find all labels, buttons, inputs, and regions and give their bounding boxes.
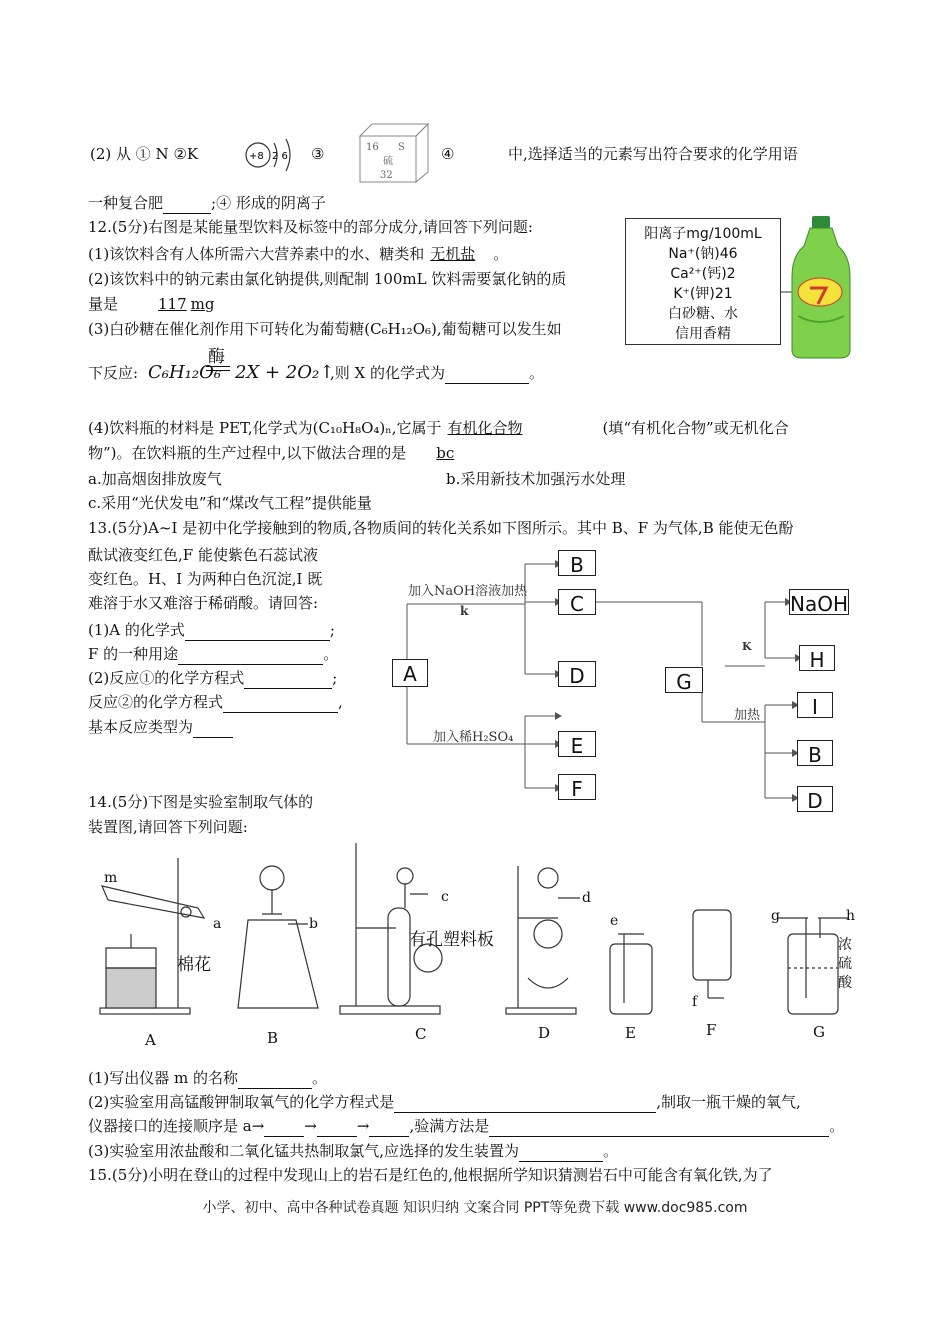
- q12-l6-end: (填“有机化合物”或无机化合: [602, 419, 789, 437]
- label-cotton: 棉花: [177, 955, 211, 975]
- caption-a: A: [145, 1031, 156, 1049]
- label-line: Na⁺(钠)46: [668, 246, 738, 262]
- node-h: H: [799, 645, 835, 671]
- q12-opt-b: b.采用新技术加强污水处理: [446, 470, 626, 488]
- acid-char: 酸: [838, 975, 852, 991]
- q12-l5a: 下反应:: [88, 364, 139, 382]
- q14-s4: (3)实验室用浓盐酸和二氧化锰共热制取氯气,应选择的发生装置为 。: [88, 1142, 619, 1160]
- q12-l6-text: (4)饮料瓶的材料是 PET,化学式为(C₁₀H₈O₄)ₙ,它属于: [88, 419, 442, 437]
- q11-line1-end: 中,选择适当的元素写出符合要求的化学用语: [508, 145, 798, 163]
- node-naoh: NaOH: [789, 589, 849, 615]
- q15-line: 15.(5分)小明在登山的过程中发现山上的岩石是红色的,他根据所学知识猜测岩石中可能含有氧化铁,为了: [88, 1166, 773, 1184]
- tile-symbol: S: [398, 142, 405, 153]
- q14-s1: (1)写出仪器 m 的名称 。: [88, 1069, 328, 1087]
- q11-line2-a: 一种复合肥: [88, 194, 164, 212]
- q13-blank-f: [178, 648, 323, 665]
- q12-opt-a: a.加高烟囱排放废气: [88, 470, 222, 488]
- q14-s2: [88, 1091, 801, 1113]
- q14-title2: 装置图,请回答下列问题:: [88, 818, 248, 836]
- label-c: c: [441, 889, 449, 905]
- node-f: F: [558, 774, 596, 800]
- sulfur-element-tile: [358, 122, 430, 184]
- node-a: A: [392, 659, 428, 687]
- q14-blank-port1: [264, 1120, 304, 1137]
- q13-blank-a: [185, 624, 330, 641]
- caption-f: F: [706, 1021, 717, 1039]
- drink-label-box: [625, 218, 781, 345]
- q12-answer-options: bc: [436, 444, 455, 462]
- q12-answer-organic: 有机化合物: [447, 419, 523, 437]
- label-f: f: [692, 994, 698, 1010]
- node-g: G: [665, 667, 703, 693]
- q13-q2a-text: (2)反应①的化学方程式: [88, 669, 245, 687]
- label-plastic-plate: 有孔塑料板: [409, 930, 494, 950]
- node-b2: B: [797, 740, 833, 766]
- label-heat: 加热: [734, 708, 761, 723]
- caption-e: E: [625, 1024, 636, 1042]
- q12-l3: [88, 293, 214, 315]
- node-b: B: [558, 550, 596, 576]
- q14-blank-port2: [317, 1120, 357, 1137]
- q12-eq-left: C₆H₁₂O₆: [148, 362, 222, 383]
- q13-line: 变红色。H、I 为两种白色沉淀,I 既: [88, 570, 323, 588]
- label-g: g: [771, 908, 780, 924]
- q13-blank-r2: [223, 696, 338, 713]
- q13-line: 酞试液变红色,F 能使紫色石蕊试液: [88, 546, 318, 564]
- q12-l5b-text: ,则 X 的化学式为: [330, 364, 445, 382]
- atom-nucleus-label: +8: [249, 151, 264, 162]
- q12-l1: (1)该饮料含有人体所需六大营养素中的水、糖类和 无机盐 。: [88, 245, 509, 263]
- q14-blank-check: [489, 1120, 829, 1137]
- node-d2: D: [797, 786, 833, 812]
- q12-l6: [88, 417, 789, 439]
- q12-answer-mass: 117: [158, 295, 187, 313]
- q12-opt-c: c.采用“光伏发电”和“煤改气工程”提供能量: [88, 494, 372, 512]
- q13-q1a: (1)A 的化学式 ;: [88, 621, 335, 639]
- atom-shells-label: 2 6: [272, 151, 288, 162]
- label-h: h: [846, 908, 856, 924]
- q14-s3-end: ,验满方法是: [409, 1117, 490, 1135]
- atom-structure-diagram: [238, 137, 300, 173]
- label-naoh-heat: 加入NaOH溶液加热: [408, 584, 528, 599]
- label-line: Ca²⁺(钙)2: [670, 266, 736, 282]
- q12-eq-right: 2X + 2O₂↑: [235, 362, 335, 383]
- q11-line1-start: (2) 从 ① N ②K: [90, 145, 199, 163]
- q13-title: 13.(5分)A~I 是初中化学接触到的物质,各物质间的转化关系如下图所示。其中 B、F 为气体,B 能使无色酚: [88, 519, 794, 537]
- page-footer: 小学、初中、高中各种试卷真题 知识归纳 文案合同 PPT等免费下载 www.doc985.com: [202, 1200, 748, 1216]
- label-e: e: [610, 913, 619, 929]
- tile-mass: 32: [380, 170, 393, 181]
- label-d: d: [582, 890, 591, 906]
- q14-blank-equation: [394, 1096, 656, 1113]
- soda-bottle-image: [780, 212, 860, 360]
- q14-s2-end: ,制取一瓶干燥的氧气,: [656, 1093, 801, 1111]
- q12-answer-salt: 无机盐: [430, 245, 476, 263]
- q14-s2-text: (2)实验室用高锰酸钾制取氧气的化学方程式是: [88, 1093, 395, 1111]
- caption-g: G: [813, 1023, 825, 1041]
- label-line: 白砂糖、水: [668, 306, 738, 322]
- label-mark2: K: [742, 640, 752, 653]
- q12-l5b: ,则 X 的化学式为 。: [330, 364, 544, 382]
- q13-q1b: F 的一种用途 。: [88, 645, 339, 663]
- q13-blank-type: [193, 721, 233, 738]
- q14-s1-text: (1)写出仪器 m 的名称: [88, 1069, 239, 1087]
- caption-b: B: [267, 1029, 279, 1047]
- caption-d: D: [538, 1024, 551, 1042]
- q13-q2c: [88, 716, 233, 738]
- q12-l7: [88, 442, 470, 464]
- q12-l2: (2)该饮料中的钠元素由氯化钠提供,则配制 100mL 饮料需要氯化钠的质: [88, 270, 567, 288]
- acid-char: 浓: [838, 937, 852, 953]
- label-a: a: [213, 916, 222, 932]
- q12-l1-text: (1)该饮料含有人体所需六大营养素中的水、糖类和: [88, 245, 425, 263]
- node-e: E: [558, 731, 596, 757]
- q12-blank-x: [445, 367, 529, 384]
- node-d: D: [558, 661, 596, 687]
- label-mark1: k: [460, 604, 469, 618]
- q13-blank-r1: [244, 672, 332, 689]
- q12-answer-unit: mg: [190, 295, 215, 313]
- q13-q2b: 反应②的化学方程式 ,: [88, 693, 343, 711]
- q13-q2b-text: 反应②的化学方程式: [88, 693, 224, 711]
- tile-number: 16: [366, 142, 379, 153]
- q12-eq-sign: [206, 366, 230, 371]
- q13-q2a: (2)反应①的化学方程式 ;: [88, 669, 338, 687]
- q11-option4: ④: [441, 145, 455, 163]
- q12-l3-text: 量是: [88, 295, 119, 313]
- caption-c: C: [415, 1025, 427, 1043]
- q11-blank-fertilizer: [163, 197, 211, 214]
- q12-l7-text: 物”)。在饮料瓶的生产过程中,以下做法合理的是: [88, 444, 407, 462]
- label-line: 信用香精: [675, 326, 731, 342]
- q11-line2: [88, 192, 326, 214]
- q14-blank-m: [238, 1072, 312, 1089]
- q13-q1a-text: (1)A 的化学式: [88, 621, 185, 639]
- q11-line2-b: ;④ 形成的阴离子: [211, 194, 326, 212]
- label-b: b: [309, 916, 318, 932]
- q13-q1b-text: F 的一种用途: [88, 645, 179, 663]
- node-i: I: [797, 692, 833, 718]
- node-c: C: [558, 589, 596, 615]
- q14-blank-port3: [369, 1120, 409, 1137]
- q14-s3: 仪器接口的连接顺序是 a→ → → ,验满方法是 。: [88, 1117, 845, 1135]
- label-line: K⁺(钾)21: [673, 286, 733, 302]
- label-acid: [838, 936, 852, 993]
- label-m: m: [104, 870, 118, 886]
- q11-option3: ③: [311, 145, 325, 163]
- q14-s4-text: (3)实验室用浓盐酸和二氧化锰共热制取氯气,应选择的发生装置为: [88, 1142, 520, 1160]
- tile-name: 硫: [383, 156, 393, 167]
- q12-enzyme: 酶: [208, 347, 225, 367]
- q14-blank-apparatus: [519, 1145, 603, 1162]
- q12-l4: (3)白砂糖在催化剂作用下可转化为葡萄糖(C₆H₁₂O₆),葡萄糖可以发生如: [88, 320, 562, 338]
- q13-q2c-text: 基本反应类型为: [88, 718, 194, 736]
- q14-s3-text: 仪器接口的连接顺序是 a→: [88, 1117, 265, 1135]
- label-line: 阳离子mg/100mL: [644, 226, 762, 242]
- label-h2so4: 加入稀H₂SO₄: [433, 730, 514, 745]
- acid-char: 硫: [838, 956, 852, 972]
- q12-title: 12.(5分)右图是某能量型饮料及标签中的部分成分,请回答下列问题:: [88, 218, 533, 236]
- q14-title1: 14.(5分)下图是实验室制取气体的: [88, 793, 314, 811]
- q13-line: 难溶于水又难溶于稀硝酸。请回答:: [88, 594, 319, 612]
